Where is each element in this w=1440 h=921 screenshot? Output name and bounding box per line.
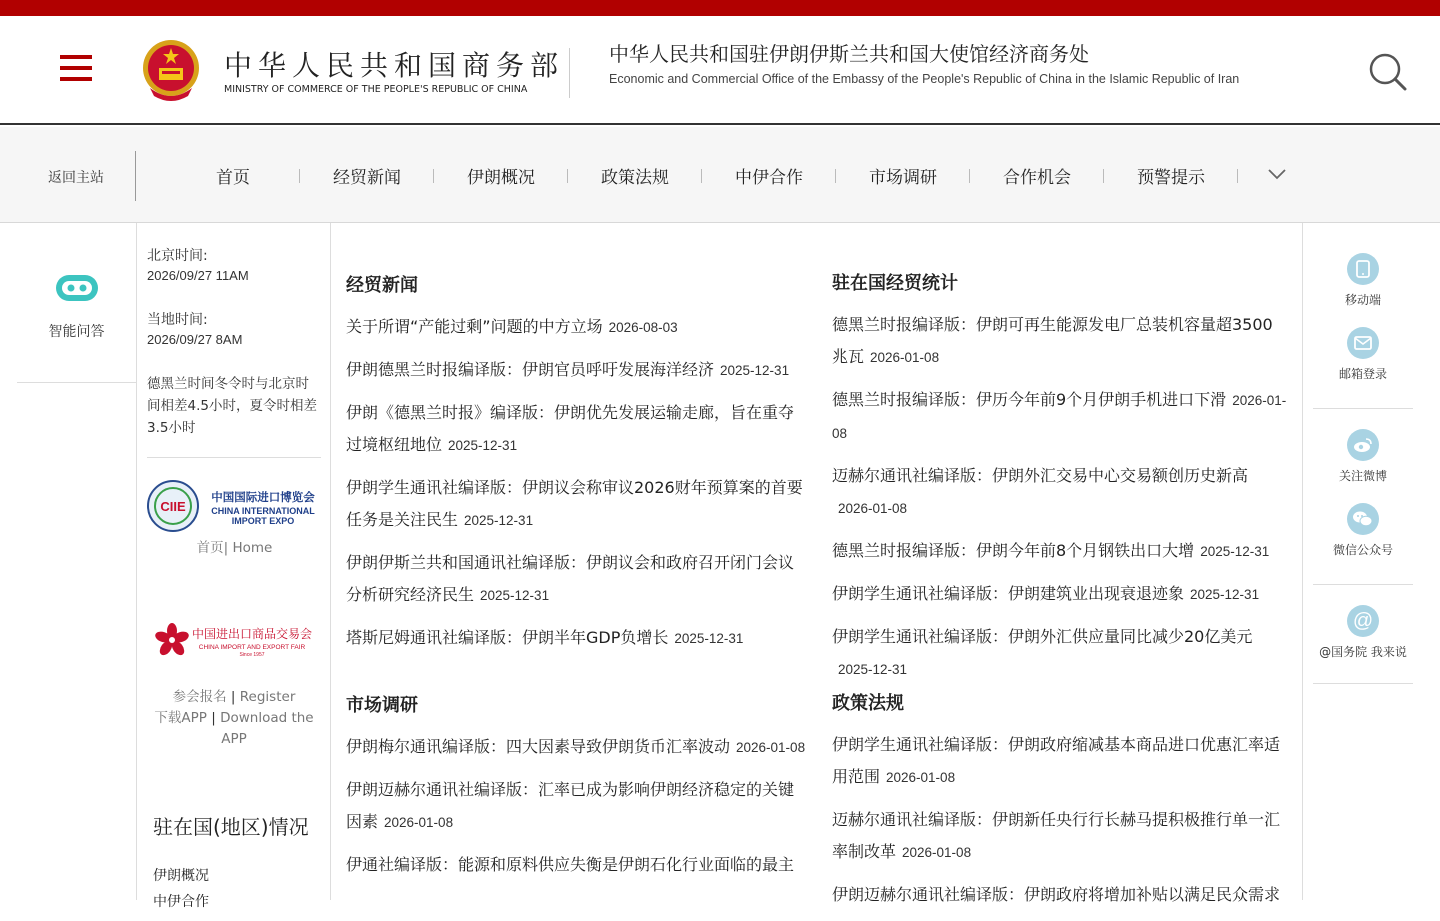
news-item[interactable]: 伊朗伊斯兰共和国通讯社编译版：伊朗议会和政府召开闭门会议分析研究经济民生 2025-12-31 (346, 553, 795, 604)
beijing-time-value: 2026/09/27 11AM (147, 268, 249, 283)
top-red-bar (0, 0, 1440, 16)
nav-items (166, 163, 1238, 188)
ciie-home-en-link[interactable]: Home (232, 540, 273, 556)
robot-icon (54, 271, 100, 305)
stats-block (832, 269, 1288, 696)
register-cn-link[interactable]: 参会报名 (172, 689, 227, 705)
fair-logo-since: Since 1957 (239, 652, 265, 658)
search-icon[interactable] (1368, 52, 1408, 92)
nav-item-cooperation[interactable]: 中伊合作 (702, 163, 836, 188)
email-login-button[interactable] (1313, 327, 1413, 382)
ministry-name-en: MINISTRY OF COMMERCE OF THE PEOPLE'S REPUBLIC OF CHINA (224, 84, 528, 95)
info-column (136, 223, 331, 910)
wechat-icon (1347, 503, 1379, 535)
side-divider (1313, 683, 1413, 684)
ciie-links: 首页| Home (196, 540, 273, 556)
news-item[interactable]: 德黑兰时报编译版：伊历今年前9个月伊朗手机进口下滑 2026-01-08 (832, 390, 1287, 441)
nav-item-iran-overview[interactable]: 伊朗概况 (434, 163, 568, 188)
at-sign-icon: @ (1347, 605, 1379, 637)
nav-item-opportunities[interactable]: 合作机会 (970, 163, 1104, 188)
news-item[interactable]: 伊朗梅尔通讯编译版：四大因素导致伊朗货币汇率波动 2026-01-08 (346, 737, 806, 756)
weibo-icon (1347, 429, 1379, 461)
wechat-label: 微信公众号 (1332, 543, 1393, 557)
nav-item-alerts[interactable]: 预警提示 (1104, 163, 1238, 188)
news-item[interactable]: 伊朗《德黑兰时报》编译版：伊朗优先发展运输走廊，旨在重夺过境枢纽地位 2025-12-31 (346, 403, 795, 454)
side-divider (1313, 584, 1413, 585)
menu-icon[interactable] (60, 55, 92, 81)
timezone-note: 德黑兰时间冬令时与北京时间相差4.5小时，夏令时相差3.5小时 (147, 376, 317, 436)
weibo-label: 关注微博 (1338, 469, 1387, 483)
news-item[interactable]: 伊朗学生通讯社编译版：伊朗政府缩减基本商品进口优惠汇率适用范围 2026-01-08 (832, 735, 1281, 786)
region-link-cooperation[interactable]: 中伊合作 (153, 894, 209, 910)
news-item[interactable]: 伊朗德黑兰时报编译版：伊朗官员呼吁发展海洋经济 2025-12-31 (346, 360, 790, 379)
office-name-en: Economic and Commercial Office of the Embassy of the People's Republic of China in the Islamic Republic of Iran (609, 72, 1240, 86)
state-council-button[interactable] (1313, 605, 1413, 660)
news-item[interactable]: 伊朗迈赫尔通讯社编译版：汇率已成为影响伊朗经济稳定的关键因素 2026-01-08 (346, 780, 795, 831)
email-label: 邮箱登录 (1338, 367, 1387, 381)
news-item[interactable]: 伊朗学生通讯社编译版：伊朗外汇供应量同比减少20亿美元2025-12-31 (832, 627, 1253, 677)
news-item[interactable]: 迈赫尔通讯社编译版：伊朗新任央行行长赫马提积极推行单一汇率制改革 2026-01-08 (832, 810, 1281, 861)
chevron-down-icon[interactable] (1266, 167, 1288, 181)
research-block (346, 691, 806, 891)
side-divider (1313, 408, 1413, 409)
state-council-label: @国务院 我来说 (1319, 645, 1407, 659)
right-sidebar (1304, 223, 1440, 900)
news-date: 2026-01-08 (870, 350, 940, 365)
local-time-value: 2026/09/27 8AM (147, 332, 243, 347)
register-en-link[interactable]: Register (239, 689, 296, 705)
fair-logo-text-en: CHINA IMPORT AND EXPORT FAIR (198, 644, 306, 651)
news-item[interactable]: 伊朗迈赫尔通讯社编译版：伊朗政府将增加补贴以满足民众需求 (832, 885, 1281, 904)
ciie-logo-text-en-1: CHINA INTERNATIONAL (211, 506, 315, 516)
national-emblem-icon (140, 38, 202, 102)
site-header (0, 16, 1440, 125)
news-date: 2025-12-31 (1190, 587, 1260, 602)
news-date: 2025-12-31 (838, 662, 908, 677)
local-time-label: 当地时间: (147, 312, 208, 328)
news-item[interactable]: 德黑兰时报编译版：伊朗可再生能源发电厂总装机容量超3500兆瓦 2026-01-08 (832, 315, 1273, 366)
mail-icon (1347, 327, 1379, 359)
trade-news-title: 经贸新闻 (346, 275, 418, 296)
wechat-button[interactable] (1313, 503, 1413, 558)
nav-item-policy[interactable]: 政策法规 (568, 163, 702, 188)
news-date: 2026-01-08 (736, 740, 806, 755)
news-item[interactable]: 伊朗学生通讯社编译版：伊朗议会称审议2026财年预算案的首要任务是关注民生 2025-12-31 (346, 478, 803, 529)
news-date: 2026-01-08 (902, 845, 972, 860)
download-en-link[interactable]: Download the APP (220, 710, 314, 747)
ai-qa-button[interactable] (17, 223, 136, 383)
news-date: 2025-12-31 (1200, 544, 1270, 559)
ciie-home-cn-link[interactable]: 首页 (196, 540, 224, 556)
beijing-time-label: 北京时间: (147, 248, 208, 264)
news-date: 2025-12-31 (480, 588, 550, 603)
news-item[interactable]: 塔斯尼姆通讯社编译版：伊朗半年GDP负增长 2025-12-31 (346, 628, 744, 647)
office-name-cn: 中华人民共和国驻伊朗伊斯兰共和国大使馆经济商务处 (609, 42, 1089, 66)
mobile-button[interactable] (1313, 253, 1413, 308)
news-date: 2026-01-08 (384, 815, 454, 830)
ciie-logo-text-en-2: IMPORT EXPO (231, 516, 295, 526)
news-item[interactable]: 迈赫尔通讯社编译版：伊朗外汇交易中心交易额创历史新高2026-01-08 (832, 466, 1249, 516)
ciie-logo-text-cn: 中国国际进口博览会 (211, 490, 315, 504)
trade-news-block (346, 271, 806, 665)
ai-qa-label: 智能问答 (48, 324, 105, 340)
news-item[interactable]: 德黑兰时报编译版：伊朗今年前8个月钢铁出口大增 2025-12-31 (832, 541, 1270, 560)
news-date: 2025-12-31 (448, 438, 518, 453)
region-link-overview[interactable]: 伊朗概况 (153, 868, 209, 884)
region-section-title: 驻在国(地区)情况 (153, 815, 309, 839)
news-date: 2025-12-31 (464, 513, 534, 528)
news-item[interactable]: 伊通社编译版：能源和原料供应失衡是伊朗石化行业面临的最主 (346, 855, 795, 874)
nav-item-market-research[interactable]: 市场调研 (836, 163, 970, 188)
nav-divider (135, 151, 136, 201)
news-date: 2026-08-03 (608, 320, 678, 335)
fair-logo-text-cn: 中国进出口商品交易会 (191, 627, 313, 641)
mobile-label: 移动端 (1344, 293, 1381, 307)
download-cn-link[interactable]: 下载APP (154, 710, 207, 726)
ciie-logo-badge: CIIE (160, 499, 186, 514)
news-item[interactable]: 伊朗学生通讯社编译版：伊朗建筑业出现衰退迹象 2025-12-31 (832, 584, 1260, 603)
ciie-logo[interactable] (147, 478, 321, 534)
stats-title: 驻在国经贸统计 (832, 273, 958, 294)
main-area (0, 223, 1440, 910)
nav-item-home[interactable]: 首页 (166, 163, 300, 188)
news-date: 2026-01-08 (838, 501, 908, 516)
news-date: 2026-01-08 (886, 770, 956, 785)
news-area (331, 223, 1303, 904)
news-item[interactable]: 关于所谓“产能过剩”问题的中方立场 2026-08-03 (346, 317, 678, 336)
policy-title: 政策法规 (832, 693, 904, 714)
header-divider (569, 48, 570, 98)
news-date: 2025-12-31 (720, 363, 790, 378)
canton-fair-logo[interactable] (154, 621, 316, 659)
main-nav (0, 127, 1440, 223)
policy-block (832, 689, 1288, 921)
mobile-icon (1347, 253, 1379, 285)
research-title: 市场调研 (346, 695, 418, 716)
info-divider (147, 457, 321, 458)
news-date: 2026-01-08 (832, 393, 1287, 441)
left-column (0, 223, 136, 900)
nav-item-trade-news[interactable]: 经贸新闻 (300, 163, 434, 188)
fair-links: 参会报名 | Register 下载APP | Download the APP (154, 689, 314, 747)
weibo-button[interactable] (1313, 429, 1413, 484)
back-home-link[interactable]: 返回主站 (48, 170, 104, 186)
news-date: 2025-12-31 (674, 631, 744, 646)
ministry-name-cn: 中华人民共和国商务部 (224, 49, 565, 82)
